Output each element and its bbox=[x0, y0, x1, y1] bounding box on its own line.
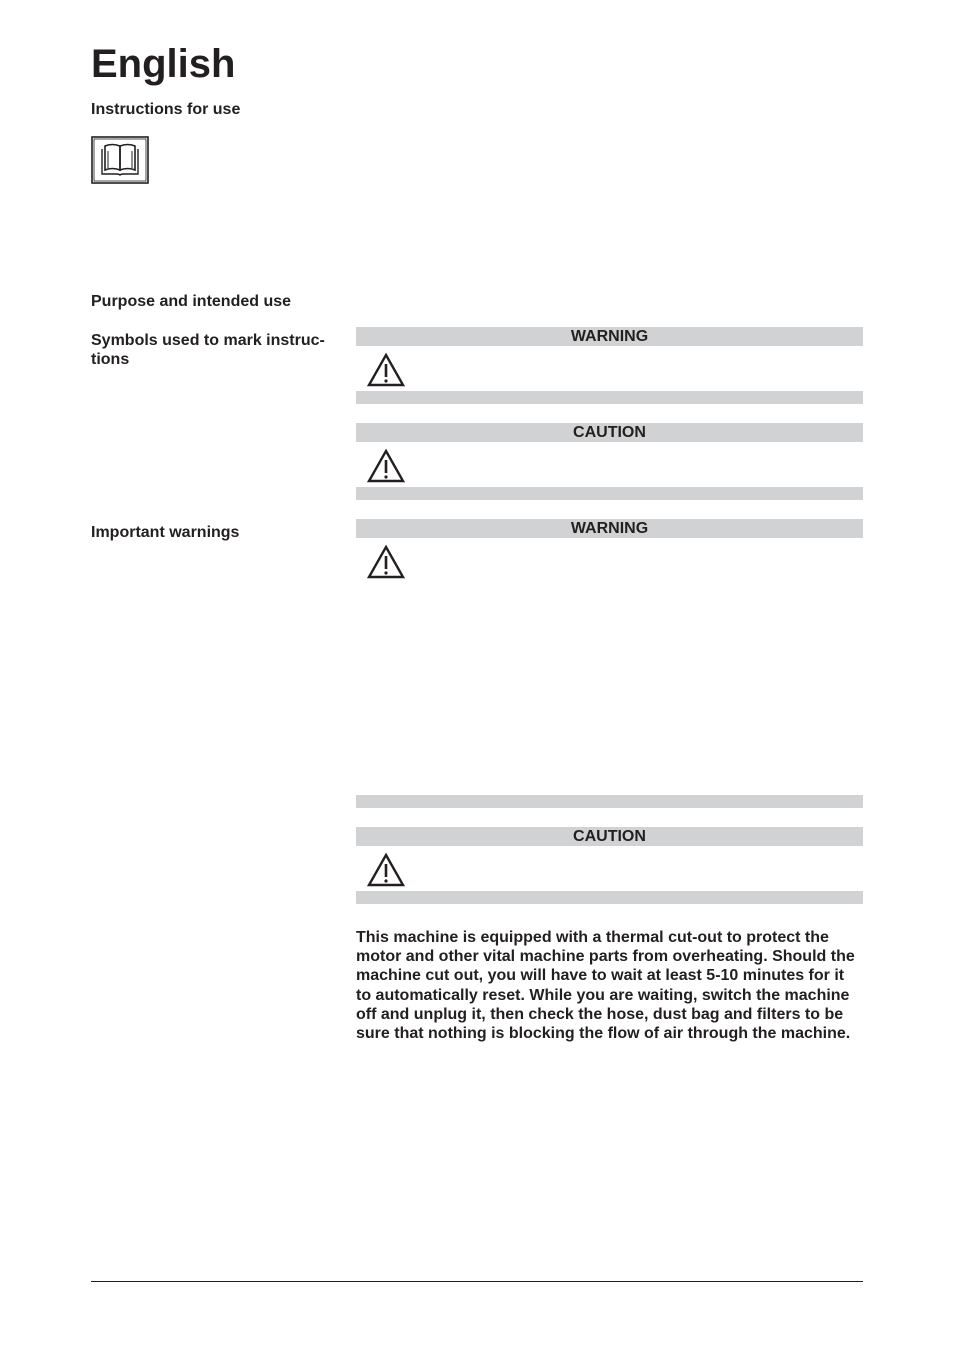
warning-notice-header: WARNING bbox=[356, 519, 863, 538]
purpose-heading: Purpose and intended use bbox=[91, 293, 292, 310]
important-warnings-heading: Important warnings bbox=[91, 524, 240, 541]
warning-notice-footer bbox=[356, 795, 863, 808]
warning-triangle-icon bbox=[366, 448, 406, 484]
warning-triangle-icon bbox=[366, 352, 406, 388]
warning-triangle-icon bbox=[366, 852, 406, 888]
warning-triangle-icon bbox=[366, 544, 406, 580]
symbols-heading-line2: tions bbox=[91, 351, 130, 368]
symbols-heading bbox=[91, 331, 331, 369]
caution-notice-header: CAUTION bbox=[356, 423, 863, 442]
footer-divider bbox=[91, 1281, 863, 1282]
page-title: English bbox=[91, 42, 236, 86]
thermal-cutout-paragraph: This machine is equipped with a thermal cut-out to protect the motor and other vital machine parts from overheating. Should the machine cut out, you will have to wait at least 5-10 minutes for it to automatically reset. While you are waiting, switch the machine off and unplug it, then check the hose, dust bag and filters to be sure that nothing is blocking the flow of air through the machine. bbox=[356, 929, 855, 1043]
warning-notice-footer bbox=[356, 391, 863, 404]
caution-notice-footer bbox=[356, 487, 863, 500]
open-book-icon bbox=[91, 136, 149, 184]
caution-notice-footer bbox=[356, 891, 863, 904]
symbols-heading-line1: Symbols used to mark instruc- bbox=[91, 332, 325, 349]
page-subtitle: Instructions for use bbox=[91, 101, 241, 118]
caution-notice-header: CAUTION bbox=[356, 827, 863, 846]
warning-notice-header: WARNING bbox=[356, 327, 863, 346]
